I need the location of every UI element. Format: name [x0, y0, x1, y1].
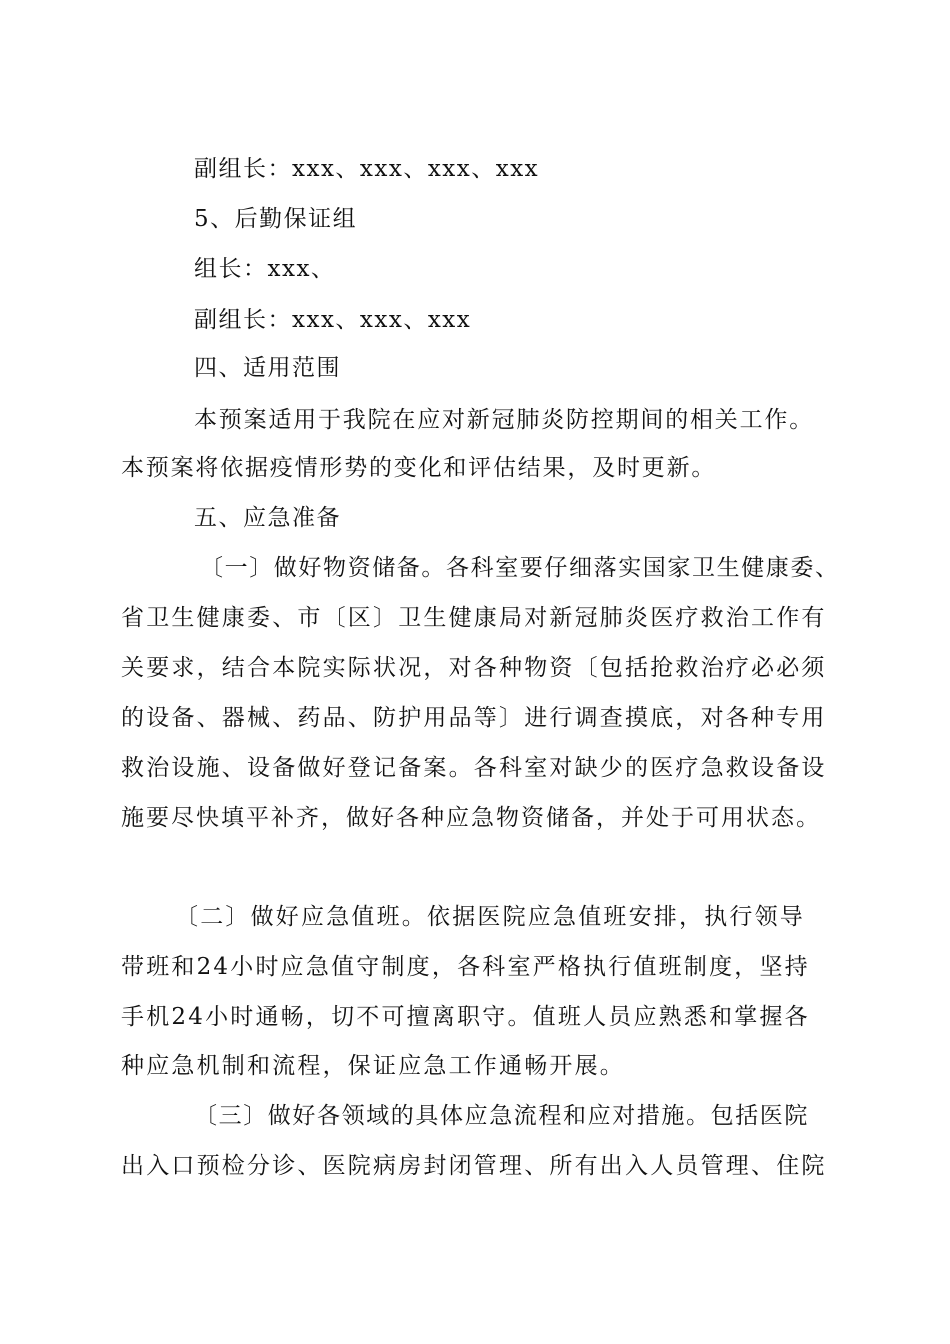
leader-line: 组长：xxx、 — [194, 256, 336, 282]
paragraph-line: 〔三〕做好各领域的具体应急流程和应对措施。包括医院 — [194, 1103, 809, 1129]
paragraph-line: 施要尽快填平补齐，做好各种应急物资储备，并处于可用状态。 — [121, 805, 821, 831]
paragraph-line: 救治设施、设备做好登记备案。各科室对缺少的医疗急救设备设 — [121, 755, 827, 781]
paragraph-line: 省卫生健康委、市〔区〕卫生健康局对新冠肺炎医疗救治工作有 — [121, 605, 827, 631]
paragraph-line: 本预案适用于我院在应对新冠肺炎防控期间的相关工作。 — [194, 407, 814, 433]
section-heading-scope: 四、适用范围 — [194, 355, 341, 381]
paragraph-line: 种应急机制和流程，保证应急工作通畅开展。 — [121, 1053, 625, 1079]
paragraph-line: 手机24小时通畅，切不可擅离职守。值班人员应熟悉和掌握各 — [121, 1004, 810, 1030]
paragraph-line: 〔一〕做好物资储备。各科室要仔细落实国家卫生健康委、 — [200, 555, 840, 581]
logistics-group-heading: 5、后勤保证组 — [194, 206, 358, 232]
section-heading-preparation: 五、应急准备 — [194, 505, 341, 531]
paragraph-line: 关要求，结合本院实际状况，对各种物资〔包括抢救治疗必必须 — [121, 655, 827, 681]
paragraph-line: 的设备、器械、药品、防护用品等〕进行调查摸底，对各种专用 — [121, 705, 827, 731]
paragraph-line: 〔二〕做好应急值班。依据医院应急值班安排，执行领导 — [175, 904, 805, 930]
paragraph-line: 本预案将依据疫情形势的变化和评估结果，及时更新。 — [121, 455, 717, 481]
paragraph-line: 带班和24小时应急值守制度，各科室严格执行值班制度，坚持 — [121, 954, 810, 980]
paragraph-line: 出入口预检分诊、医院病房封闭管理、所有出入人员管理、住院 — [121, 1153, 827, 1179]
deputy-leader-line-2: 副组长：xxx、xxx、xxx — [194, 307, 472, 333]
deputy-leader-line-1: 副组长：xxx、xxx、xxx、xxx — [194, 156, 540, 182]
